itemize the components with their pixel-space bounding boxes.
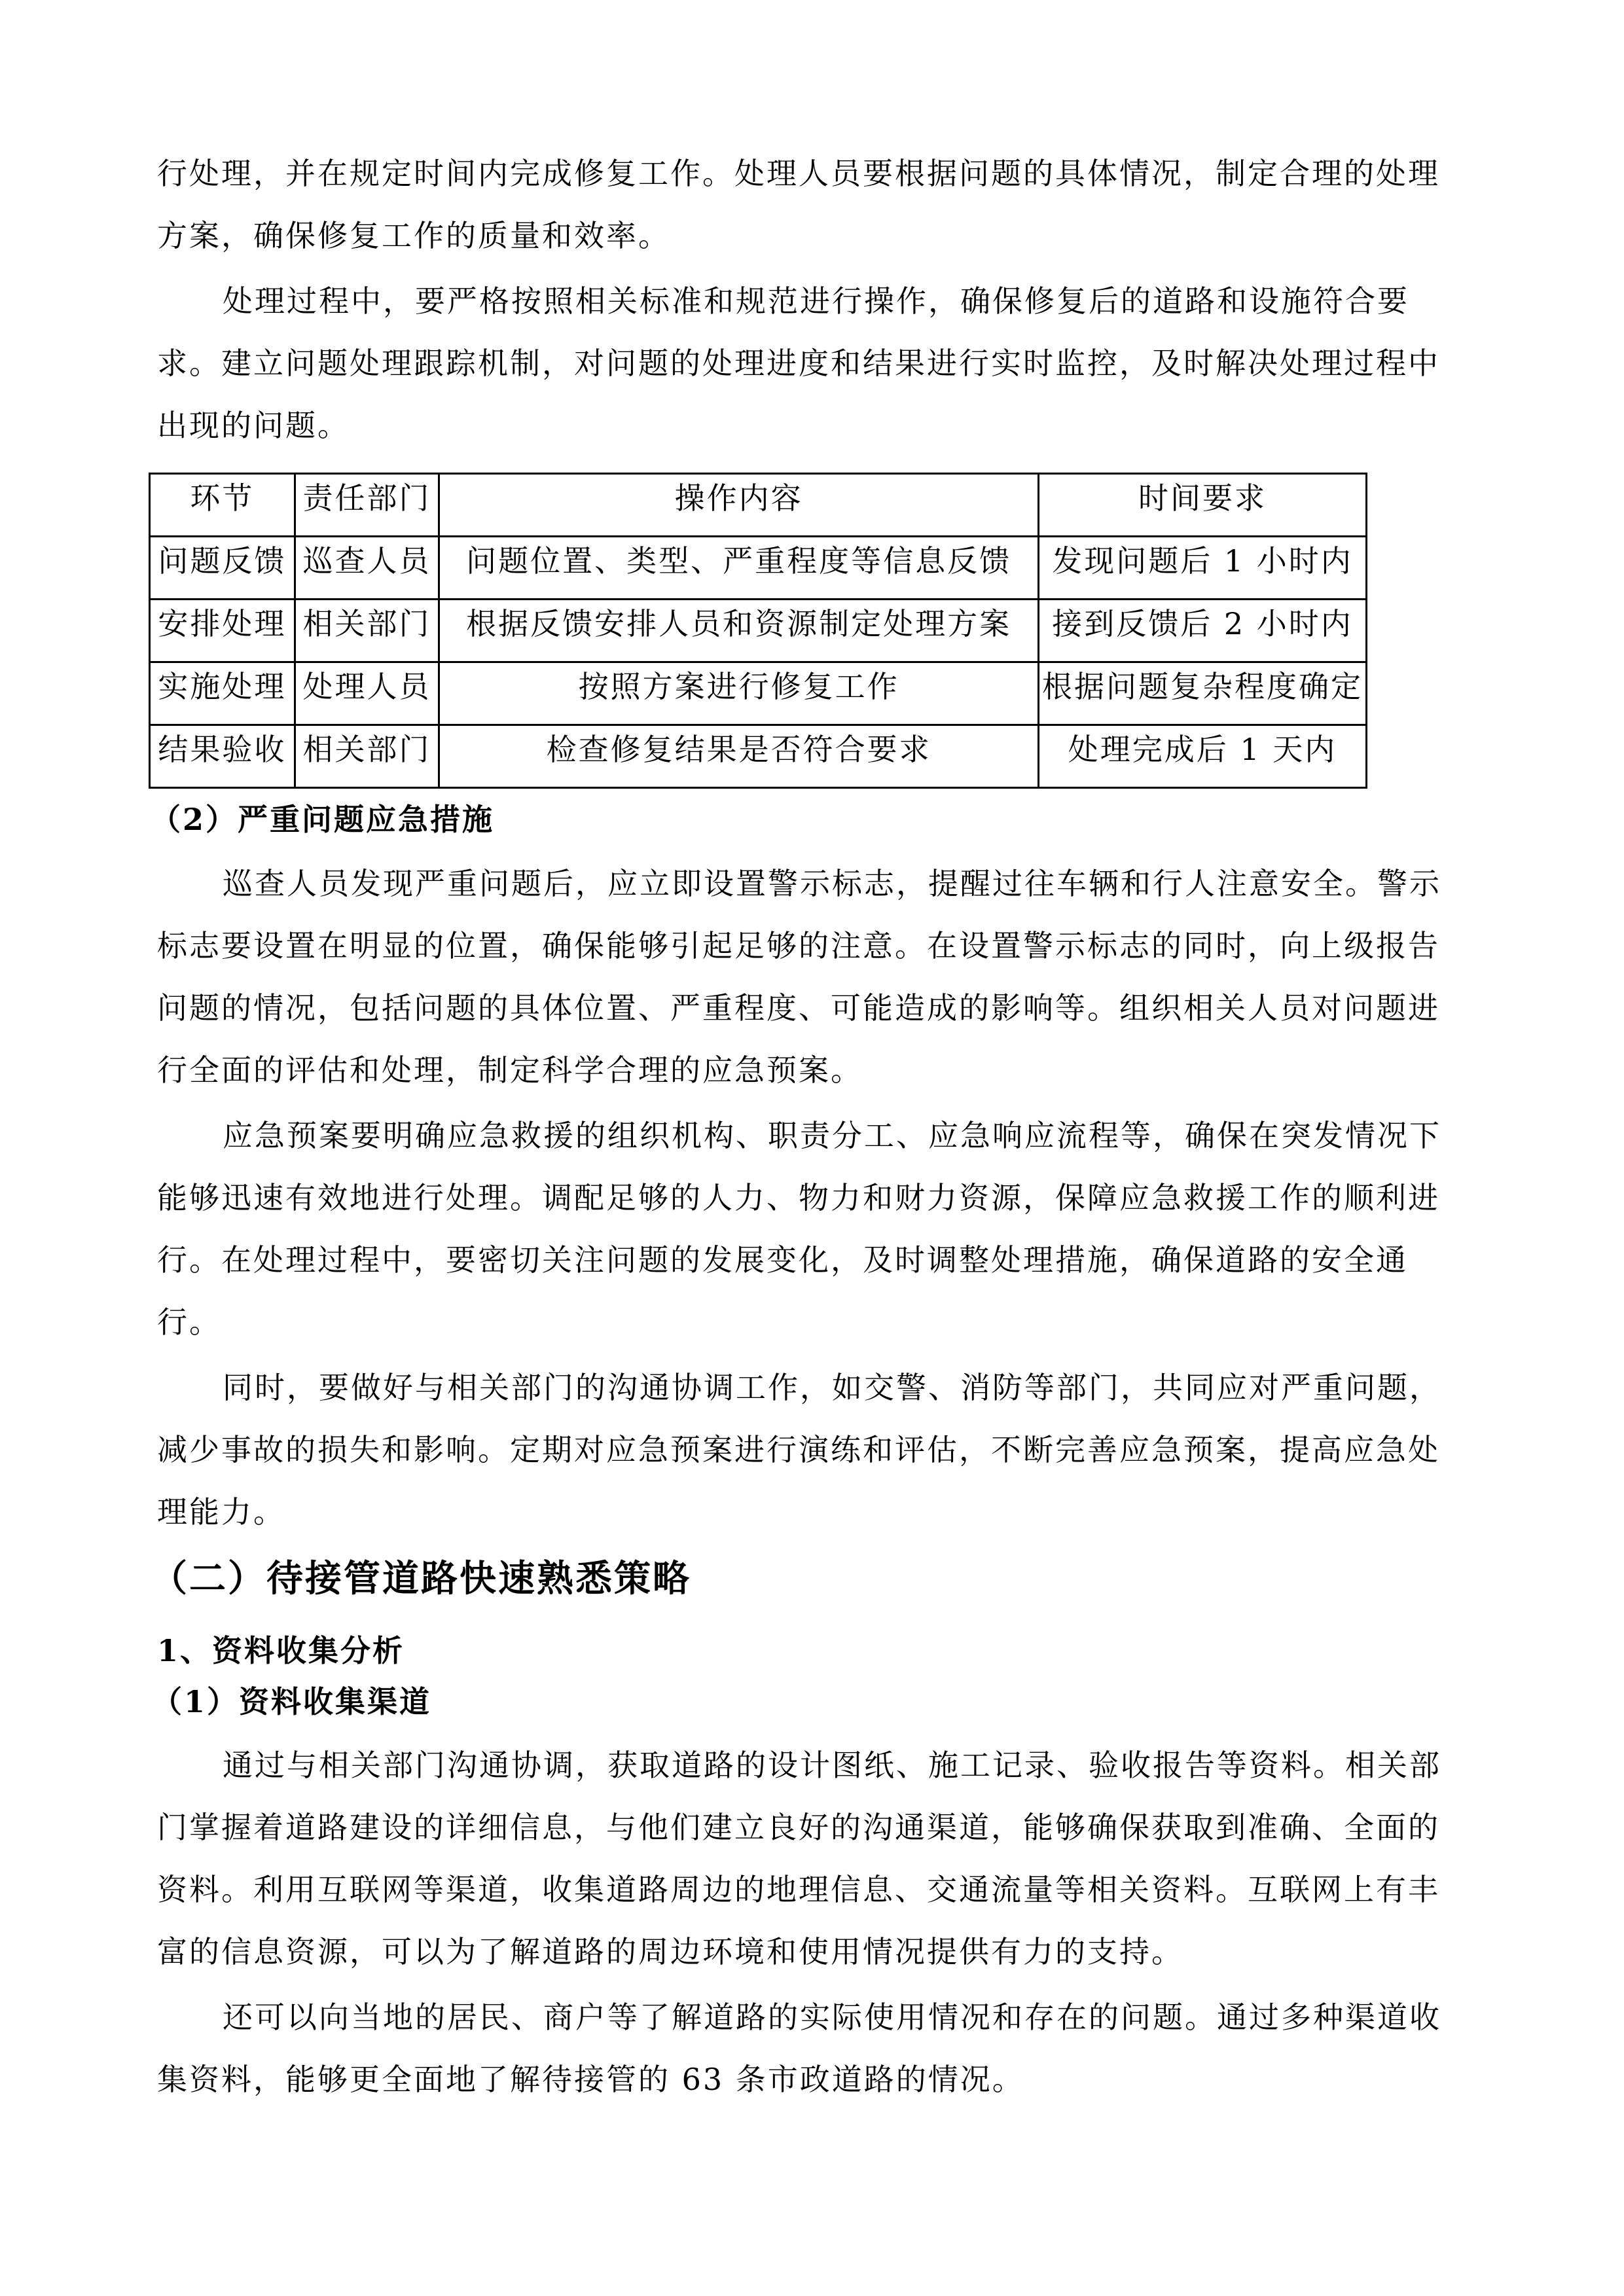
paragraph-line: 处理过程中，要严格按照相关标准和规范进行操作，确保修复后的道路和设施符合要 — [223, 283, 1409, 319]
table-header-cell: 操作内容 — [439, 474, 1039, 537]
table-header-cell: 时间要求 — [1038, 474, 1366, 537]
table-cell: 根据反馈安排人员和资源制定处理方案 — [439, 600, 1039, 662]
paragraph-line: 通过与相关部门沟通协调，获取道路的设计图纸、施工记录、验收报告等资料。相关部 — [223, 1748, 1441, 1783]
paragraph-line: 行全面的评估和处理，制定科学合理的应急预案。 — [157, 1052, 863, 1088]
paragraph-line: 行。在处理过程中，要密切关注问题的发展变化，及时调整处理措施，确保道路的安全通 — [157, 1242, 1408, 1278]
paragraph-line: 求。建立问题处理跟踪机制，对问题的处理进度和结果进行实时监控，及时解决处理过程中 — [157, 346, 1440, 381]
paragraph-line: 还可以向当地的居民、商户等了解道路的实际使用情况和存在的问题。通过多种渠道收 — [223, 2000, 1441, 2035]
paragraph-line: 理能力。 — [157, 1494, 285, 1530]
paragraph-line: 减少事故的损失和影响。定期对应急预案进行演练和评估，不断完善应急预案，提高应急处 — [157, 1432, 1440, 1467]
table-cell: 处理人员 — [295, 662, 439, 725]
paragraph-line: 资料。利用互联网等渠道，收集道路周边的地理信息、交通流量等相关资料。互联网上有丰 — [157, 1872, 1440, 1907]
table-cell: 接到反馈后 2 小时内 — [1038, 600, 1366, 662]
table-cell: 相关部门 — [295, 725, 439, 788]
table-row — [150, 725, 1367, 788]
table-header-row — [150, 474, 1367, 537]
table-cell: 巡查人员 — [295, 537, 439, 600]
paragraph-line: 标志要设置在明显的位置，确保能够引起足够的注意。在设置警示标志的同时，向上级报告 — [157, 928, 1440, 963]
paragraph-line: 方案，确保修复工作的质量和效率。 — [157, 218, 670, 253]
table-cell: 根据问题复杂程度确定 — [1038, 662, 1366, 725]
paragraph-line: 行。 — [157, 1304, 221, 1340]
paragraph-line: 应急预案要明确应急救援的组织机构、职责分工、应急响应流程等，确保在突发情况下 — [223, 1118, 1441, 1153]
table-cell: 相关部门 — [295, 600, 439, 662]
table-row — [150, 537, 1367, 600]
table-cell: 处理完成后 1 天内 — [1038, 725, 1366, 788]
table-header-cell: 环节 — [150, 474, 295, 537]
paragraph-line: 问题的情况，包括问题的具体位置、严重程度、可能造成的影响等。组织相关人员对问题进 — [157, 990, 1440, 1026]
table-row — [150, 600, 1367, 662]
subheading-data-analysis: 1、资料收集分析 — [157, 1633, 405, 1668]
table-cell: 检查修复结果是否符合要求 — [439, 725, 1039, 788]
table-header-cell: 责任部门 — [295, 474, 439, 537]
process-table — [149, 473, 1367, 789]
paragraph-line: 出现的问题。 — [157, 408, 350, 443]
table-cell: 问题反馈 — [150, 537, 295, 600]
table-cell: 结果验收 — [150, 725, 295, 788]
table-cell: 发现问题后 1 小时内 — [1038, 537, 1366, 600]
subheading-emergency: （2）严重问题应急措施 — [151, 802, 495, 837]
paragraph-line: 能够迅速有效地进行处理。调配足够的人力、物力和财力资源，保障应急救援工作的顺利进 — [157, 1180, 1440, 1215]
paragraph-line: 巡查人员发现严重问题后，应立即设置警示标志，提醒过往车辆和行人注意安全。警示 — [223, 866, 1441, 901]
section-heading: （二）待接管道路快速熟悉策略 — [151, 1557, 691, 1600]
table-row — [150, 662, 1367, 725]
paragraph-line: 同时，要做好与相关部门的沟通协调工作，如交警、消防等部门，共同应对严重问题， — [223, 1370, 1441, 1405]
table-cell: 安排处理 — [150, 600, 295, 662]
paragraph-line: 集资料，能够更全面地了解待接管的 63 条市政道路的情况。 — [157, 2062, 1024, 2097]
table-cell: 问题位置、类型、严重程度等信息反馈 — [439, 537, 1039, 600]
subheading-channels: （1）资料收集渠道 — [152, 1684, 432, 1719]
table-cell: 实施处理 — [150, 662, 295, 725]
paragraph-line: 行处理，并在规定时间内完成修复工作。处理人员要根据问题的具体情况，制定合理的处理 — [157, 156, 1440, 191]
paragraph-line: 门掌握着道路建设的详细信息，与他们建立良好的沟通渠道，能够确保获取到准确、全面的 — [157, 1810, 1440, 1845]
paragraph-line: 富的信息资源，可以为了解道路的周边环境和使用情况提供有力的支持。 — [157, 1934, 1183, 1969]
table-cell: 按照方案进行修复工作 — [439, 662, 1039, 725]
